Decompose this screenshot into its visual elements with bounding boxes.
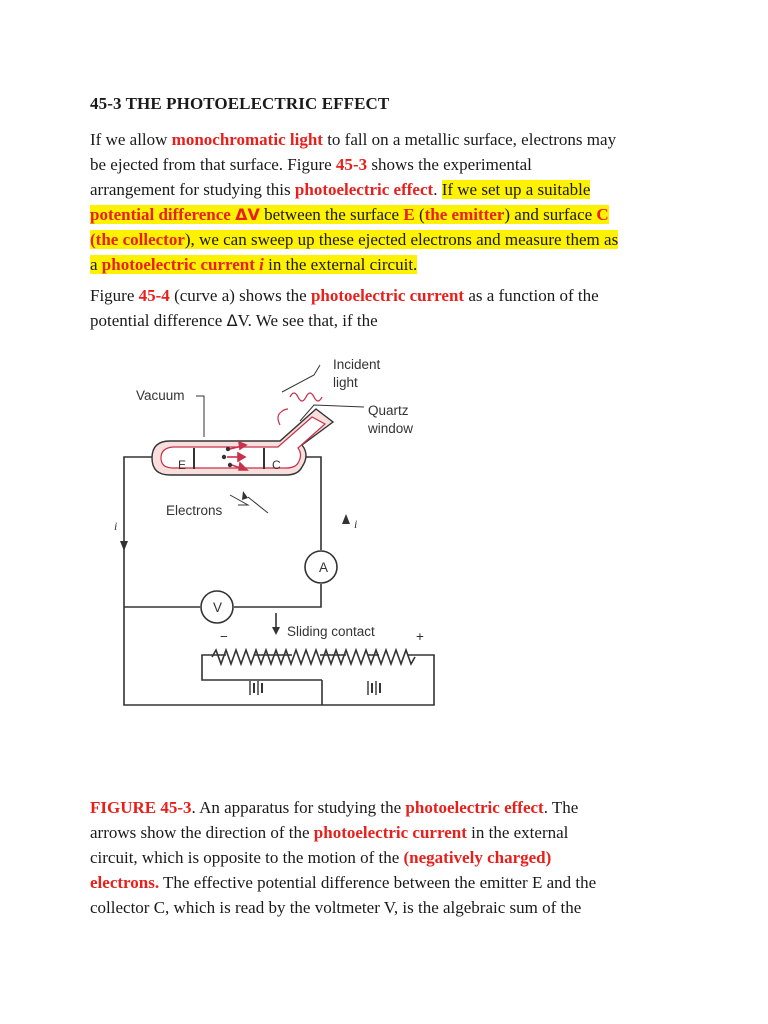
figure-caption xyxy=(90,795,690,920)
battery-right xyxy=(368,681,380,695)
text-line: potential difference ΔV. We see that, if the xyxy=(90,311,378,330)
text-line: a photoelectric current i in the external circuit. xyxy=(90,255,418,274)
light-label: light xyxy=(333,375,358,390)
highlighted-text: If we set up a suitable xyxy=(441,180,591,199)
current-symbol: i xyxy=(259,255,264,274)
circuit-diagram xyxy=(100,345,460,765)
text-line: FIGURE 45-3. An apparatus for studying the photoelectric effect. The xyxy=(90,798,579,817)
collector-label: C xyxy=(272,458,281,472)
battery-left xyxy=(250,681,262,695)
delta-v-symbol: ΔV xyxy=(235,205,260,224)
minus-label: − xyxy=(220,629,228,644)
incident-label: Incident xyxy=(333,357,381,372)
text-line: arrangement for studying this photoelectric effect. If we set up a suitable xyxy=(90,180,591,199)
electrons-label: Electrons xyxy=(166,503,223,518)
term-negatively-charged: (negatively charged) xyxy=(403,848,552,867)
delta-symbol: Δ xyxy=(226,311,238,330)
paragraph-intro xyxy=(90,127,690,277)
term-photoelectric-effect: photoelectric effect xyxy=(405,798,544,817)
term-electrons: electrons. xyxy=(90,873,160,892)
term-photoelectric-current: photoelectric current xyxy=(310,286,465,305)
text-line: electrons. The effective potential difference between the emitter E and the xyxy=(90,873,597,892)
emitter-symbol: E xyxy=(403,205,415,224)
text-line: circuit, which is opposite to the motion of the (negatively charged) xyxy=(90,848,552,867)
term-monochromatic-light: monochromatic light xyxy=(171,130,323,149)
voltmeter-label: V xyxy=(213,600,223,615)
paragraph-curve xyxy=(90,283,690,333)
rheostat xyxy=(212,650,415,664)
text-line: If we allow monochromatic light to fall on a metallic surface, electrons may xyxy=(90,130,617,149)
collector-symbol: C xyxy=(596,205,609,224)
text-line: potential difference ΔV between the surface E (the emitter) and surface C xyxy=(90,205,609,224)
window-label: window xyxy=(368,421,414,436)
figure-reference: 45-3 xyxy=(335,155,368,174)
text-line: (the collector), we can sweep up these ejected electrons and measure them as xyxy=(90,230,619,249)
vacuum-label: Vacuum xyxy=(136,388,185,403)
text-line: be ejected from that surface. Figure 45-3 shows the experimental xyxy=(90,155,532,174)
term-photoelectric-current: photoelectric current xyxy=(101,255,255,274)
quartz-label: Quartz xyxy=(368,403,409,418)
figure-photoelectric-apparatus xyxy=(100,345,460,765)
term-potential-difference: potential difference xyxy=(90,205,236,224)
sliding-contact-label: Sliding contact xyxy=(287,624,375,639)
circuit-wires xyxy=(124,457,434,705)
emitter-label: E xyxy=(178,458,187,472)
ammeter-label: A xyxy=(319,560,329,575)
term-collector: the collector xyxy=(95,230,185,249)
figure-reference: 45-4 xyxy=(138,286,170,305)
plus-label: + xyxy=(416,629,424,644)
text-line: collector C, which is read by the voltmeter V, is the algebraic sum of the xyxy=(90,898,582,917)
current-label-left: i xyxy=(114,519,118,533)
text-line: Figure 45-4 (curve a) shows the photoelectric current as a function of the xyxy=(90,286,599,305)
term-emitter: the emitter xyxy=(424,205,505,224)
term-photoelectric-effect: photoelectric effect xyxy=(294,180,434,199)
section-heading: 45-3 THE PHOTOELECTRIC EFFECT xyxy=(90,94,390,113)
caption-figure-number: FIGURE 45-3 xyxy=(90,798,192,817)
term-photoelectric-current: photoelectric current xyxy=(313,823,467,842)
current-label-right: i xyxy=(354,517,358,531)
text-line: arrows show the direction of the photoelectric current in the external xyxy=(90,823,569,842)
